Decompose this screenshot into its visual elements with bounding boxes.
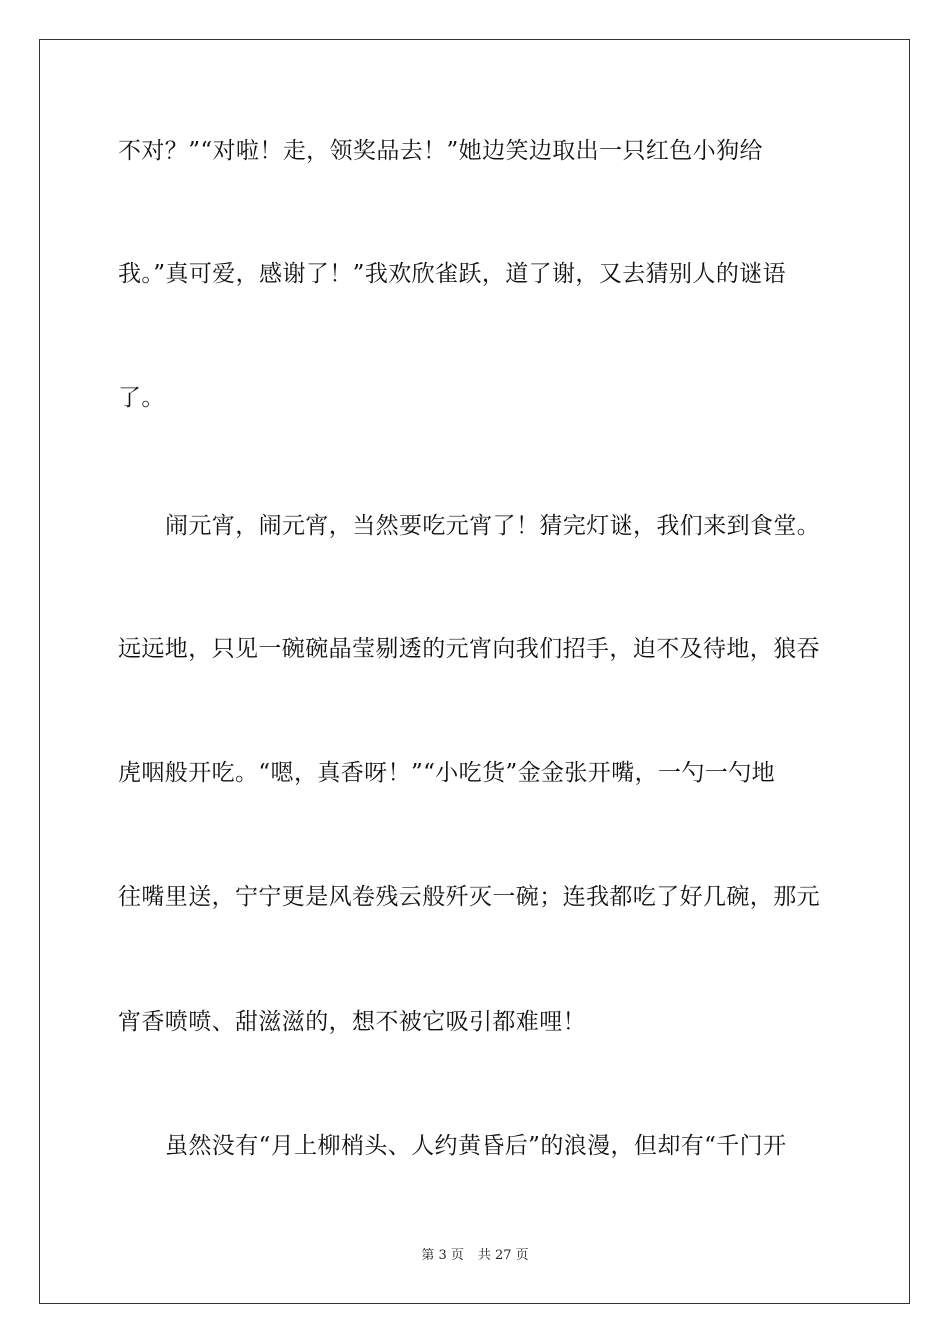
page-total: 共 27 页 xyxy=(477,1248,529,1263)
page-footer xyxy=(0,1248,950,1264)
body-line-9: 虽然没有“月上柳梢头、人约黄昏后”的浪漫，但却有“千门开 xyxy=(165,1133,787,1159)
body-line-4: 闹元宵，闹元宵，当然要吃元宵了！猜完灯谜，我们来到食堂。 xyxy=(165,513,821,539)
body-line-3: 了。 xyxy=(118,385,165,411)
body-line-7: 往嘴里送，宁宁更是风卷残云般歼灭一碗；连我都吃了好几碗，那元 xyxy=(118,884,820,910)
body-line-5: 远远地，只见一碗碗晶莹剔透的元宵向我们招手，迫不及待地，狼吞 xyxy=(118,636,820,662)
body-line-8: 宵香喷喷、甜滋滋的，想不被它吸引都难哩！ xyxy=(118,1009,586,1035)
body-line-2: 我。”真可爱，感谢了！”我欢欣雀跃，道了谢，又去猜别人的谜语 xyxy=(118,261,787,287)
page-number: 第 3 页 xyxy=(421,1248,464,1263)
body-line-6: 虎咽般开吃。“嗯，真香呀！”“小吃货”金金张开嘴，一勺一勺地 xyxy=(118,760,776,786)
page-border xyxy=(39,39,910,1304)
body-line-1: 不对？”“对啦！走，领奖品去！”她边笑边取出一只红色小狗给 xyxy=(118,138,763,164)
